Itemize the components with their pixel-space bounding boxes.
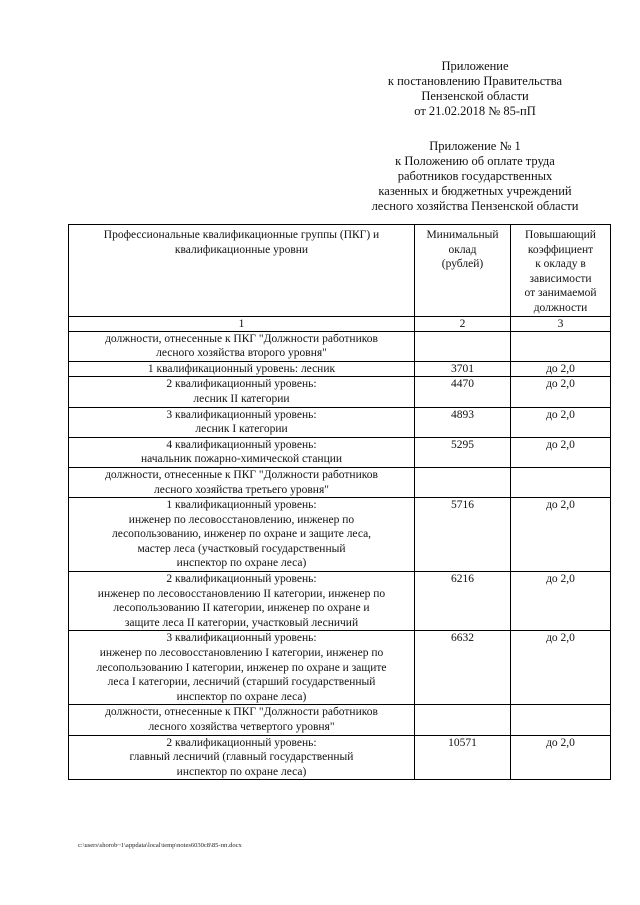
position-cell xyxy=(69,467,415,497)
position-line: лесного хозяйства второго уровня" xyxy=(156,347,327,360)
position-line: инженер по лесовосстановлению I категории, инженер по xyxy=(99,647,384,660)
position-line: лесник I категории xyxy=(195,423,288,436)
table-row xyxy=(69,407,611,437)
coefficient-cell xyxy=(511,705,611,735)
position-cell xyxy=(69,572,415,631)
position-line: 3 квалификационный уровень: xyxy=(166,632,317,645)
file-path-footer: c:\users\shorob~1\appdata\local\temp\notes6030c8\85-пп.docx xyxy=(78,842,242,849)
column-number: 1 xyxy=(69,316,415,331)
column-header-line: к окладу в xyxy=(535,258,586,271)
coefficient-cell: до 2,0 xyxy=(511,572,611,631)
coefficient-cell: до 2,0 xyxy=(511,361,611,377)
position-cell xyxy=(69,705,415,735)
position-line: должности, отнесенные к ПКГ "Должности работников xyxy=(105,706,378,719)
salary-cell xyxy=(415,331,511,361)
column-number: 3 xyxy=(511,316,611,331)
column-header-line: Минимальный xyxy=(426,229,499,241)
table-row xyxy=(69,735,611,780)
table-row xyxy=(69,572,611,631)
salary-cell: 4470 xyxy=(415,377,511,407)
position-line: должности, отнесенные к ПКГ "Должности работников xyxy=(105,332,378,345)
column-header-line: от занимаемой xyxy=(524,287,597,300)
position-line: инспектор по охране леса) xyxy=(176,765,307,778)
position-line: 4 квалификационный уровень: xyxy=(166,438,317,451)
salary-cell: 6216 xyxy=(415,572,511,631)
column-header-line: оклад xyxy=(448,243,477,256)
position-line: лесопользованию, инженер по охране и защите леса, xyxy=(111,528,372,541)
salary-cell xyxy=(415,705,511,735)
table-row xyxy=(69,361,611,377)
appendix-1-header xyxy=(330,139,620,214)
salary-cell: 10571 xyxy=(415,735,511,780)
position-line: 2 квалификационный уровень: xyxy=(166,573,317,586)
table-row xyxy=(69,631,611,705)
position-line: начальник пожарно-химической станции xyxy=(140,453,343,466)
salary-cell: 3701 xyxy=(415,361,511,377)
position-line: лесник II категории xyxy=(193,392,290,405)
salary-cell: 5295 xyxy=(415,437,511,467)
coefficient-cell: до 2,0 xyxy=(511,498,611,572)
column-header-groups xyxy=(69,225,415,317)
table-header-row xyxy=(69,225,611,317)
coefficient-cell: до 2,0 xyxy=(511,437,611,467)
column-header-line: коэффициент xyxy=(527,243,594,256)
position-line: 1 квалификационный уровень: xyxy=(166,499,317,512)
position-line: лесного хозяйства четвертого уровня" xyxy=(148,721,335,733)
column-number: 2 xyxy=(415,316,511,331)
header-line: к Положению об оплате труда xyxy=(395,154,555,168)
position-line: лесного хозяйства третьего уровня" xyxy=(154,483,329,496)
position-cell xyxy=(69,331,415,361)
header-line: лесного хозяйства Пензенской области xyxy=(371,199,579,213)
position-line: 2 квалификационный уровень: xyxy=(166,736,317,749)
header-line: Приложение № 1 xyxy=(429,139,521,153)
header-line: Приложение xyxy=(441,59,509,73)
header-line: Пензенской области xyxy=(421,89,529,103)
coefficient-cell xyxy=(511,331,611,361)
position-line: инспектор по охране леса) xyxy=(176,690,307,703)
coefficient-cell: до 2,0 xyxy=(511,735,611,780)
column-header-line: квалификационные уровни xyxy=(174,243,309,256)
table-row xyxy=(69,377,611,407)
position-line: леса I категории, лесничий (старший государственный xyxy=(107,676,376,689)
column-header-line: Профессиональные квалификационные группы (ПКГ) и xyxy=(103,229,380,241)
column-header-line: должности xyxy=(533,301,588,314)
position-cell xyxy=(69,407,415,437)
position-cell xyxy=(69,437,415,467)
salary-cell: 6632 xyxy=(415,631,511,705)
position-line: главный лесничий (главный государственный xyxy=(129,751,354,764)
position-cell xyxy=(69,735,415,780)
header-line: от 21.02.2018 № 85-пП xyxy=(414,104,536,118)
position-line: 3 квалификационный уровень: xyxy=(166,408,317,421)
position-line: инженер по лесовосстановлению II категории, инженер по xyxy=(97,587,386,600)
position-line: инспектор по охране леса) xyxy=(176,557,307,570)
position-cell xyxy=(69,498,415,572)
column-header-salary xyxy=(415,225,511,317)
table-row xyxy=(69,331,611,361)
position-line: лесопользованию I категории, инженер по охране и защите xyxy=(96,661,387,674)
column-header-line: Повышающий xyxy=(525,229,596,241)
salary-table xyxy=(68,224,611,780)
appendix-header xyxy=(330,59,620,119)
position-line: должности, отнесенные к ПКГ "Должности работников xyxy=(105,468,378,481)
coefficient-cell: до 2,0 xyxy=(511,407,611,437)
position-line: 1 квалификационный уровень: лесник xyxy=(147,362,336,375)
position-line: защите леса II категории, участковый лесничий xyxy=(124,616,359,629)
position-cell xyxy=(69,631,415,705)
coefficient-cell: до 2,0 xyxy=(511,377,611,407)
column-header-line: (рублей) xyxy=(441,258,484,271)
position-line: инженер по лесовосстановлению, инженер по xyxy=(128,513,355,526)
salary-cell: 4893 xyxy=(415,407,511,437)
column-header-line: зависимости xyxy=(529,272,592,285)
salary-cell: 5716 xyxy=(415,498,511,572)
coefficient-cell: до 2,0 xyxy=(511,631,611,705)
table-row xyxy=(69,467,611,497)
column-header-coefficient xyxy=(511,225,611,317)
salary-cell xyxy=(415,467,511,497)
table-row xyxy=(69,705,611,735)
coefficient-cell xyxy=(511,467,611,497)
table-row xyxy=(69,498,611,572)
column-numbers-row xyxy=(69,316,611,331)
header-line: работников государственных xyxy=(397,169,553,183)
header-line: к постановлению Правительства xyxy=(387,74,563,88)
position-cell xyxy=(69,361,415,377)
table-row xyxy=(69,437,611,467)
position-cell xyxy=(69,377,415,407)
position-line: 2 квалификационный уровень: xyxy=(166,378,317,391)
position-line: лесопользованию II категории, инженер по охране и xyxy=(113,602,370,615)
header-line: казенных и бюджетных учреждений xyxy=(378,184,572,198)
position-line: мастер леса (участковый государственный xyxy=(137,542,346,555)
